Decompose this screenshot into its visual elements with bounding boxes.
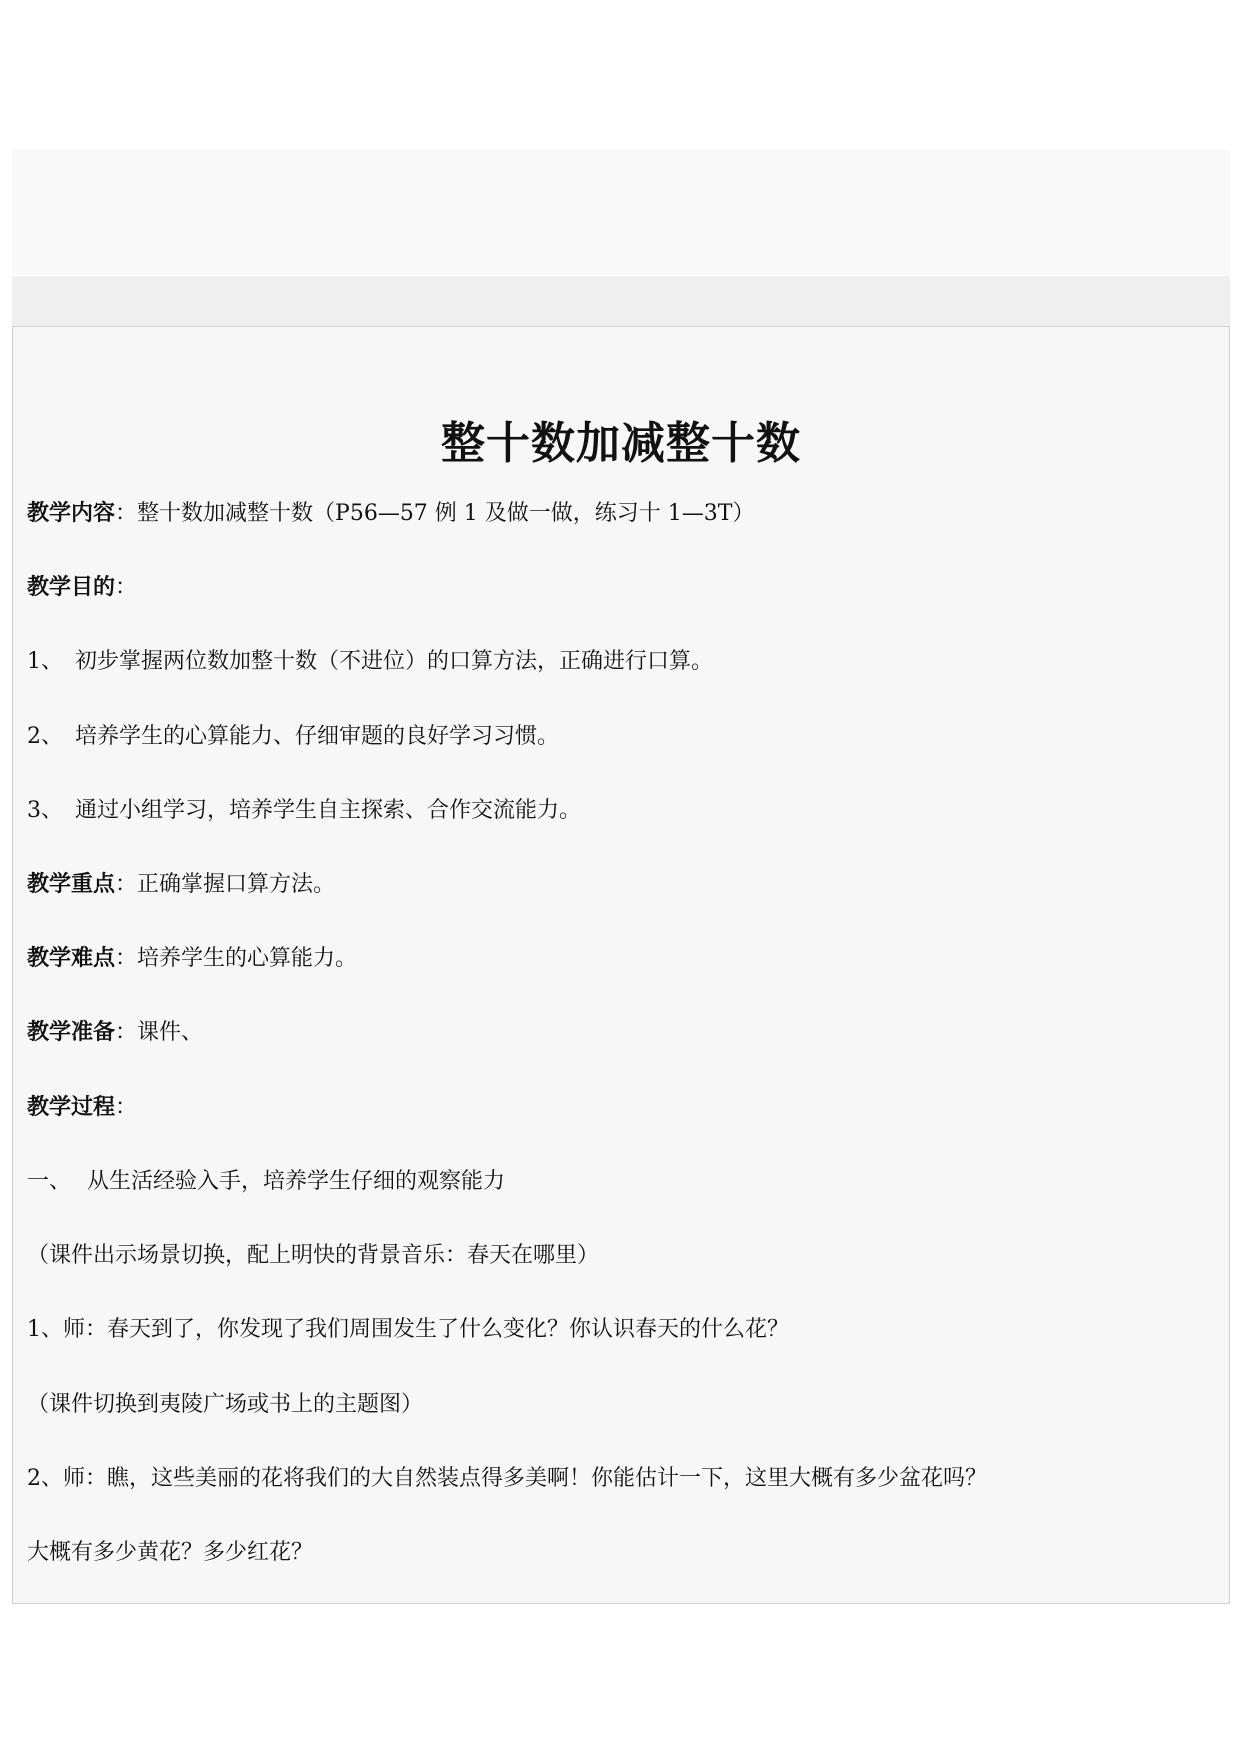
section-text: ： bbox=[115, 1095, 138, 1120]
section-text: ：培养学生的心算能力。 bbox=[115, 946, 358, 971]
paragraph: （课件出示场景切换，配上明快的背景音乐：春天在哪里） bbox=[27, 1243, 600, 1268]
item-number: 2、 bbox=[27, 724, 63, 749]
paragraph: 1、师：春天到了，你发现了我们周围发生了什么变化？你认识春天的什么花？ bbox=[27, 1317, 789, 1342]
toolbar-strip bbox=[12, 276, 1230, 326]
item-number: 3、 bbox=[27, 798, 63, 823]
section-text: ：课件、 bbox=[115, 1020, 204, 1045]
objective-item bbox=[27, 647, 713, 677]
section-label: 教学目的 bbox=[27, 575, 116, 600]
paragraph: 2、师：瞧，这些美丽的花将我们的大自然装点得多美啊！你能估计一下，这里大概有多少盆花吗？ bbox=[27, 1466, 988, 1491]
item-text: 初步掌握两位数加整十数（不进位）的口算方法，正确进行口算。 bbox=[75, 649, 714, 674]
section-difficulty bbox=[27, 944, 357, 974]
item-number: 1、 bbox=[27, 649, 63, 674]
step-text: 从生活经验入手，培养学生仔细的观察能力 bbox=[87, 1169, 506, 1194]
section-content bbox=[27, 499, 754, 529]
section-label: 教学准备 bbox=[27, 1020, 116, 1045]
section-preparation bbox=[27, 1018, 203, 1048]
document-page bbox=[12, 326, 1230, 1604]
page-header-band bbox=[12, 150, 1230, 275]
section-text: ： bbox=[115, 575, 138, 600]
document-title: 整十数加减整十数 bbox=[441, 418, 801, 469]
section-text: ：正确掌握口算方法。 bbox=[115, 872, 336, 897]
paragraph: （课件切换到夷陵广场或书上的主题图） bbox=[27, 1392, 424, 1417]
section-label: 教学重点 bbox=[27, 872, 116, 897]
section-key-point bbox=[27, 870, 335, 900]
objective-item bbox=[27, 722, 559, 752]
section-label: 教学过程 bbox=[27, 1095, 116, 1120]
objective-item bbox=[27, 796, 581, 826]
section-label: 教学内容 bbox=[27, 501, 116, 526]
section-objectives bbox=[27, 573, 137, 603]
paragraph: 大概有多少黄花？多少红花？ bbox=[27, 1540, 314, 1565]
section-text: ：整十数加减整十数（P56—57 例 1 及做一做，练习十 1—3T） bbox=[115, 501, 755, 526]
item-text: 通过小组学习，培养学生自主探索、合作交流能力。 bbox=[75, 798, 582, 823]
process-step-heading bbox=[27, 1167, 505, 1197]
section-process bbox=[27, 1093, 137, 1123]
section-label: 教学难点 bbox=[27, 946, 116, 971]
step-number: 一、 bbox=[27, 1169, 72, 1194]
item-text: 培养学生的心算能力、仔细审题的良好学习习惯。 bbox=[75, 724, 560, 749]
